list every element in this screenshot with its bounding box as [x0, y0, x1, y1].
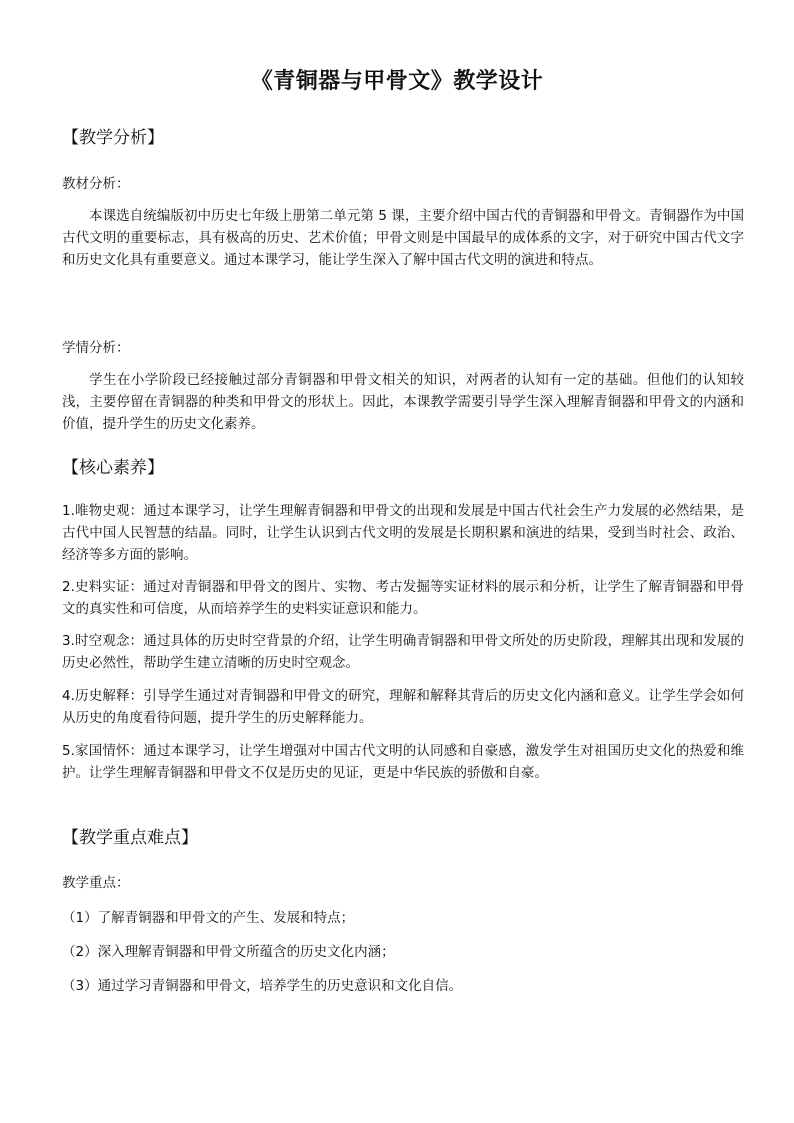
section-heading-keypoints: 【教学重点难点】	[62, 828, 198, 848]
document-title: 《青铜器与甲骨文》教学设计	[250, 69, 544, 94]
keypoint-item: （1）了解青铜器和甲骨文的产生、发展和特点；	[62, 910, 355, 926]
student-analysis-label: 学情分析：	[62, 340, 130, 356]
student-analysis-text: 学生在小学阶段已经接触过部分青铜器和甲骨文相关的知识，对两者的认知有一定的基础。但他们的认知较浅，主要停留在青铜器的种类和甲骨文的形状上。因此，本课教学需要引导学生深入理解青铜器和甲骨文的内涵和价值，提升学生的历史文化素养。	[62, 372, 744, 432]
material-analysis-text: 本课选自统编版初中历史七年级上册第二单元第 5 课，主要介绍中国古代的青铜器和甲骨文。青铜器作为中国古代文明的重要标志，具有极高的历史、艺术价值；甲骨文则是中国最早的成体系的文字，对于研究中国古代文字和历史文化具有重要意义。通过本课学习，能让学生深入了解中国古代文明的演进和特点。	[62, 208, 744, 268]
section-heading-analysis: 【教学分析】	[62, 128, 164, 148]
literacy-item: 5.家国情怀：通过本课学习，让学生增强对中国古代文明的认同感和自豪感，激发学生对祖国历史文化的热爱和维护。让学生理解青铜器和甲骨文不仅是历史的见证，更是中华民族的骄傲和自豪。	[62, 743, 744, 781]
material-analysis-label: 教材分析：	[62, 176, 130, 192]
literacy-item: 1.唯物史观：通过本课学习，让学生理解青铜器和甲骨文的出现和发展是中国古代社会生产力发展的必然结果，是古代中国人民智慧的结晶。同时，让学生认识到古代文明的发展是长期积累和演进的结果，受到当时社会、政治、经济等多方面的影响。	[62, 503, 744, 563]
keypoint-item: （2）深入理解青铜器和甲骨文所蕴含的历史文化内涵；	[62, 944, 395, 960]
keypoint-item: （3）通过学习青铜器和甲骨文，培养学生的历史意识和文化自信。	[62, 978, 463, 994]
literacy-item: 3.时空观念：通过具体的历史时空背景的介绍，让学生明确青铜器和甲骨文所处的历史阶段，理解其出现和发展的历史必然性，帮助学生建立清晰的历史时空观念。	[62, 633, 744, 671]
literacy-item: 4.历史解释：引导学生通过对青铜器和甲骨文的研究，理解和解释其背后的历史文化内涵和意义。让学生学会如何从历史的角度看待问题，提升学生的历史解释能力。	[62, 688, 744, 726]
literacy-item: 2.史料实证：通过对青铜器和甲骨文的图片、实物、考古发掘等实证材料的展示和分析，让学生了解青铜器和甲骨文的真实性和可信度，从而培养学生的史料实证意识和能力。	[62, 579, 744, 617]
section-heading-literacy: 【核心素养】	[62, 458, 164, 478]
keypoints-label: 教学重点：	[62, 875, 130, 891]
